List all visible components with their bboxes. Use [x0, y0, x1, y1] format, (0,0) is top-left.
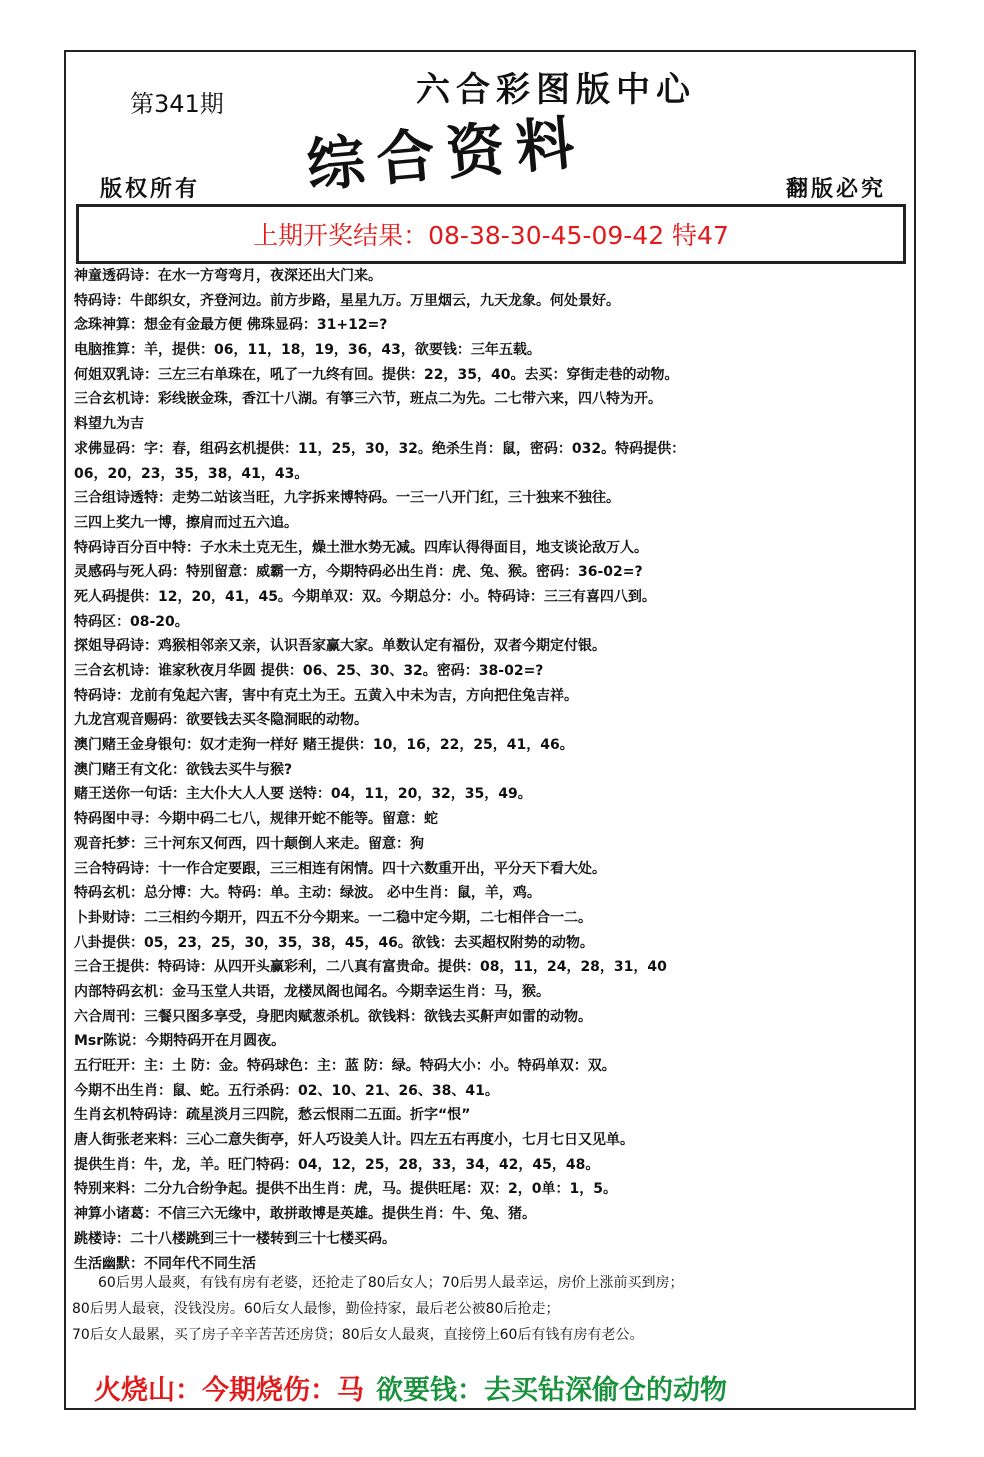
main-title: 综合资料 — [304, 107, 589, 201]
content-line: 生肖玄机特码诗：疏星淡月三四院，愁云恨雨二五面。折字“恨” — [74, 1107, 471, 1124]
content-line: 三合王提供：特码诗：从四开头赢彩利，二八真有富贵命。提供：08，11，24，28，31，40 — [74, 959, 667, 976]
content-line: 三合玄机诗：谁家秋夜月华圆 提供：06、25、30、32。密码：38-02=? — [74, 663, 544, 679]
content-line: 九龙宫观音赐码：欲要钱去买冬隐洞眠的动物。 — [74, 712, 368, 729]
content-line: 内部特码玄机：金马玉堂人共语，龙楼凤阁也闻名。今期幸运生肖：马，猴。 — [74, 983, 550, 1000]
content-line: 观音托梦：三十河东又何西，四十颠倒人来走。留意：狗 — [74, 835, 424, 852]
copyright-label: 版权所有 — [100, 176, 201, 202]
content-line: Msr陈说：今期特码开在月圆夜。 — [74, 1033, 286, 1050]
content-line: 特码区：08-20。 — [74, 613, 189, 630]
humor-paragraph-line: 80后男人最衰，没钱没房。60后女人最惨，勤俭持家，最后老公被80后抢走； — [72, 1301, 560, 1317]
content-line: 三合玄机诗：彩线嵌金珠，香江十八湖。有箏三六节，班点二为先。二七带六来，四八特为开。 — [74, 391, 662, 408]
content-line: 探姐导码诗：鸡猴相邻亲又亲，认识吾家赢大家。单数认定有福份，双者今期定付银。 — [74, 638, 606, 655]
content-line: 生活幽默：不同年代不同生活 — [74, 1255, 256, 1272]
content-line: 料望九为吉 — [74, 416, 144, 433]
content-line: 06，20，23，35，38，41，43。 — [74, 465, 309, 482]
content-lines — [74, 264, 912, 1276]
humor-paragraph-line: 60后男人最爽，有钱有房有老婆，还抢走了80后女人；70后男人最幸运，房价上涨前买到房； — [98, 1275, 684, 1291]
last-result-text: 上期开奖结果：08-38-30-45-09-42 特47 — [253, 221, 729, 250]
content-line: 六合周刊：三餐只图多享受，身肥肉赋葱杀机。欲钱料：欲钱去买鼾声如雷的动物。 — [74, 1008, 592, 1025]
content-line: 跳楼诗：二十八楼跳到三十一楼转到三十七楼买码。 — [74, 1230, 396, 1247]
content-line: 今期不出生肖：鼠、蛇。五行杀码：02、10、21、26、38、41。 — [74, 1082, 499, 1099]
content-line: 三四上奖九一博，擦肩而过五六追。 — [74, 514, 298, 531]
content-line: 何姐双乳诗：三左三右单珠在，吼了一九终有回。提供：22，35，40。去买：穿街走巷的动物。 — [74, 366, 679, 383]
content-line: 八卦提供：05，23，25，30，35，38，45，46。欲钱：去买超权附势的动物。 — [74, 934, 594, 951]
content-line: 唐人街张老来料：三心二意失街亭，奸人巧设美人计。四左五右再度小，七月七日又见单。 — [74, 1132, 634, 1149]
footer-green-text: 欲要钱：去买钻深偷仓的动物 — [376, 1375, 727, 1406]
content-line: 卜卦财诗：二三相约今期开，四五不分今期来。一二稳中定今期，二七相伴合一二。 — [74, 909, 592, 926]
content-line: 三合组诗透特：走势二站该当旺，九字拆来博特码。一三一八开门红，三十独来不独往。 — [74, 490, 620, 507]
content-line: 死人码提供：12，20，41，45。今期单双：双。今期总分：小。特码诗：三三有喜四八到。 — [74, 588, 656, 605]
center-title: 六合彩图版中心 — [416, 70, 696, 110]
content-line: 提供生肖：牛，龙，羊。旺门特码：04，12，25，28，33，34，42，45，48。 — [74, 1156, 600, 1173]
content-line: 特别来料：二分九合纷争起。提供不出生肖：虎，马。提供旺尾：双：2，0单：1，5。 — [74, 1181, 617, 1198]
last-result-box — [76, 204, 906, 264]
content-line: 特码玄机：总分博：大。特码：单。主动：绿波。 必中生肖：鼠，羊，鸡。 — [74, 885, 541, 902]
content-line: 三合特码诗：十一作合定要跟，三三相连有闲情。四十六数重开出，平分天下看大处。 — [74, 860, 606, 877]
content-line: 特码诗百分百中特：子水未土克无生，燥土泄水势无减。四库认得得面目，地支谈论敌万人。 — [74, 539, 648, 556]
humor-paragraph-line: 70后女人最累，买了房子辛辛苦苦还房贷；80后女人最爽，直接傍上60后有钱有房有老公。 — [72, 1327, 644, 1343]
content-line: 特码诗：牛郎织女，齐登河边。前方步路，星星九万。万里烟云，九天龙象。何处景好。 — [74, 292, 620, 309]
issue-number: 第341期 — [130, 90, 224, 118]
content-line: 特码诗：龙前有兔起六害，害中有克土为王。五黄入中未为吉，方向把住兔吉祥。 — [74, 687, 578, 704]
content-line: 神算小诸葛：不信三六无缘中，敢拼敢博是英雄。提供生肖：牛、兔、猪。 — [74, 1206, 536, 1223]
content-line: 特码图中寻：今期中码二七八，规律开蛇不能等。留意：蛇 — [74, 811, 438, 828]
content-line: 神童透码诗：在水一方弯弯月，夜深还出大门来。 — [74, 268, 382, 284]
footer-red-text: 火烧山：今期烧伤：马 — [94, 1375, 364, 1406]
content-line: 赌王送你一句话：主大仆大人人要 送特：04，11，20，32，35，49。 — [74, 786, 532, 803]
content-line: 电脑推算：羊，提供：06，11，18，19，36，43，欲要钱：三年五载。 — [74, 342, 541, 359]
content-line: 念珠神算：想金有金最方便 佛珠显码：31+12=? — [74, 317, 388, 334]
content-line: 灵感码与死人码：特别留意：威霸一方，今期特码必出生肖：虎、兔、猴。密码：36-02=? — [74, 564, 643, 581]
newsletter-frame — [64, 50, 916, 1410]
content-line: 求佛显码：字：春，组码玄机提供：11，25，30，32。绝杀生肖：鼠，密码：032。特码提供： — [74, 440, 686, 457]
content-line: 五行旺开：主：土 防：金。特码球色：主：蓝 防：绿。特码大小：小。特码单双：双。 — [74, 1058, 616, 1074]
content-line: 澳门赌王金身银句：奴才走狗一样好 赌王提供：10，16，22，25，41，46。 — [74, 737, 574, 754]
piracy-label: 翻版必究 — [785, 176, 886, 202]
footer-banner — [94, 1368, 727, 1407]
content-line: 澳门赌王有文化：欲钱去买牛与猴? — [74, 761, 293, 778]
